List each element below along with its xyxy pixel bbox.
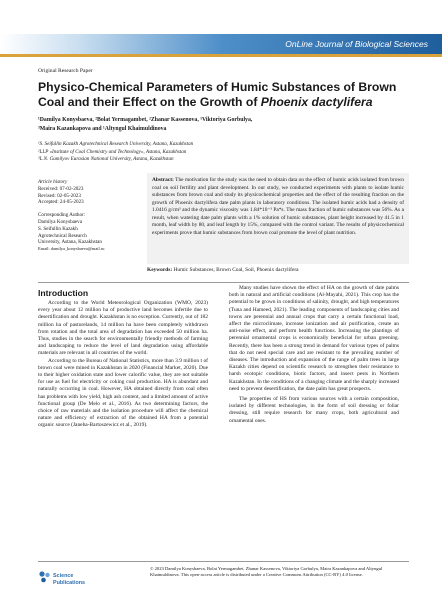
publisher-name-line: Publications [53,579,86,586]
article-sidebar [38,179,138,253]
introduction-heading: Introduction [38,288,89,298]
section-divider [38,282,409,283]
title-species: Phoenix dactylifera [260,94,373,109]
body-paragraph: The properties of HS from various sources with a certain composition, isolated by different technologies, in the form of soil dressing or foliar dressing, still require research for many crops, both agricultural and ornamental ones. [229,396,399,424]
author-line: ³Maira Kazankapova and ¹Altyngul Khaimuldinova [38,125,167,132]
author-line: ¹Damilya Konysbaeva, ²Bolat Yermagambet, ²Zhanar Kassenova, ¹Viktoriya Gorbulya, [38,117,253,123]
corresponding-line: S. Seifullin Kazakh [38,225,78,232]
journal-banner [0,34,442,57]
abstract-text: The motivation for the study was the need to obtain data on the effect of humic acids isolated from brown coal on soil fertility and plant development. In our study, we conducted experiments with plants to isolate humic substances from brown coal and study its physicochemical properties and the effect of the resulting fraction on the growth of Phoenix dactylifera date palm plants in laboratory conditions. The isolated humic acids had a density of 1.0416 g/cm³ and the dynamic viscosity was 1.84*10⁻³ Pa*s. The mass fraction of humic substances was 56%. As a result, when watering date palm plants with a 1% solution of humic substances, plant height increased by 41.5 in 1 month, leaf width by 80, and leaf length by 15%, compared with the control variant. The results of physicochemical experiments prove that humic substances from brown coal promote the level of plant nutrition. [152,177,404,236]
title-main: Physico-Chemical Parameters of Humic Substances of Brown Coal and their Effect on the Growth of [38,80,397,109]
banner-gold-strip [0,54,442,57]
journal-name: OnLine Journal of Biological Sciences [285,39,428,49]
affiliation-list [38,141,408,164]
author-list [38,116,408,133]
body-paragraph: According to the Bureau of National Statistics, more than 3.9 million t of brown coal were mined in Kazakhstan in 2020 (Financial Market, 2020). Due to their higher oxidation state and lower calorific value, they are not suitable for use as fuel for electricity or coking coal production. HA is abundant and naturally occurring in coal. However, HA obtained directly from coal often has problems with low yield, high ash content, and a limited amount of active functional group (De Melo et al., 2016). As two determining factors, the choice of raw materials and the isolation procedure will affect the chemical nature and efficiency of extraction of the obtained HA from a potential organic source (Janeba-Bartoszewicz et al., 2019). [38,357,208,429]
abstract-box [147,173,409,264]
copyright-notice: © 2023 Damilya Konysbaeva, Bolat Yermagambet, Zhanar Kassenova, Viktoriya Gorbulya, Maira Kazankapova and Altyngul Khaimuldinova. This open-access article is distributed under a Creative Commons Attribution (CC-BY) 4.0 license. [150,566,383,577]
keywords-text: Humic Substances, Brown Coal, Soil, Phoenix dactylifera [173,267,299,273]
body-paragraph: According to the World Meteorological Organization (WMO, 2023) every year about 12 million ha of productive land becomes infertile due to desertification and drought. Kazakhstan is no exception. Currently, out of 182 million ha of pasturelands, 14 million ha have been completely withdrawn from rotation and the total area of degradation has exceeded 50 million ha. Thus, studies in the search for environmentally friendly methods of farming and landscaping to reduce the level of land degradation using affordable materials are relevant in all countries of the world. [38,300,208,357]
publisher-logo-icon [38,570,51,583]
abstract-label: Abstract: [152,177,174,183]
corresponding-heading: Corresponding Author: [38,212,86,219]
article-history-heading: Article history [38,179,68,185]
publisher-logo [38,570,88,592]
keywords-label: Keywords: [147,267,173,273]
body-paragraph: Many studies have shown the effect of HA on the growth of date palms both in natural and artificial conditions (Al-Mayahi, 2021). This crop has the potential to be grown in conditions of salinity, drought, and high temperatures (Tuna and Hameed, 2021). The leading components of landscaping cities and towns are perennial and annual crops that carry a certain functional load, affect the microclimate, increase ionization and air purification, create an anti-noise effect, and perform health functions. Increasing the plantings of perennial ornamental crops is economically beneficial for urban greening. Recently, there has been a strong trend in demand for various types of palms that do not need special care and are resistant to the prevailing number of diseases. The introduction and expansion of the range of palm trees in large Kazakh cities depend on scientific research to strengthen their resistance to harsh ecotopic conditions, biotic factors, and insect pests in Northern Kazakhstan. In the conditions of a changing climate and the sharply increased need to prevent desertification, the date palm has great prospects. [229,285,399,392]
accepted-date: Accepted: 24-05-2023 [38,199,84,206]
publisher-name-line: Science [53,573,74,579]
revised-date: Revised: 02-05-2023 [38,192,81,199]
corresponding-line: Damilya Konysbaeva [38,218,82,225]
corresponding-email: Email: damilya_konysbaeva@mail.ru [38,246,105,252]
left-column [38,300,208,430]
corresponding-line: Agrotechnical Research [38,232,87,239]
footer-divider [38,561,409,562]
paper-type: Original Research Paper [38,68,93,74]
keywords [147,267,409,273]
affiliation: ²LLP «Institute of Coal Chemistry and Technology», Astana, Kazakhstan [38,148,187,155]
affiliation: ³L.N. Gumilyov Eurasian National University, Astana, Kazakhstan [38,156,174,163]
affiliation: ¹S. Seifullin Kazakh Agrotechnical Research University, Astana, Kazakhstan [38,141,194,147]
received-date: Received: 07-02-2023 [38,185,84,192]
publisher-name [53,573,85,586]
paper-title [38,80,408,109]
corresponding-line: University, Astana, Kazakhstan [38,239,102,246]
right-column [229,285,399,425]
